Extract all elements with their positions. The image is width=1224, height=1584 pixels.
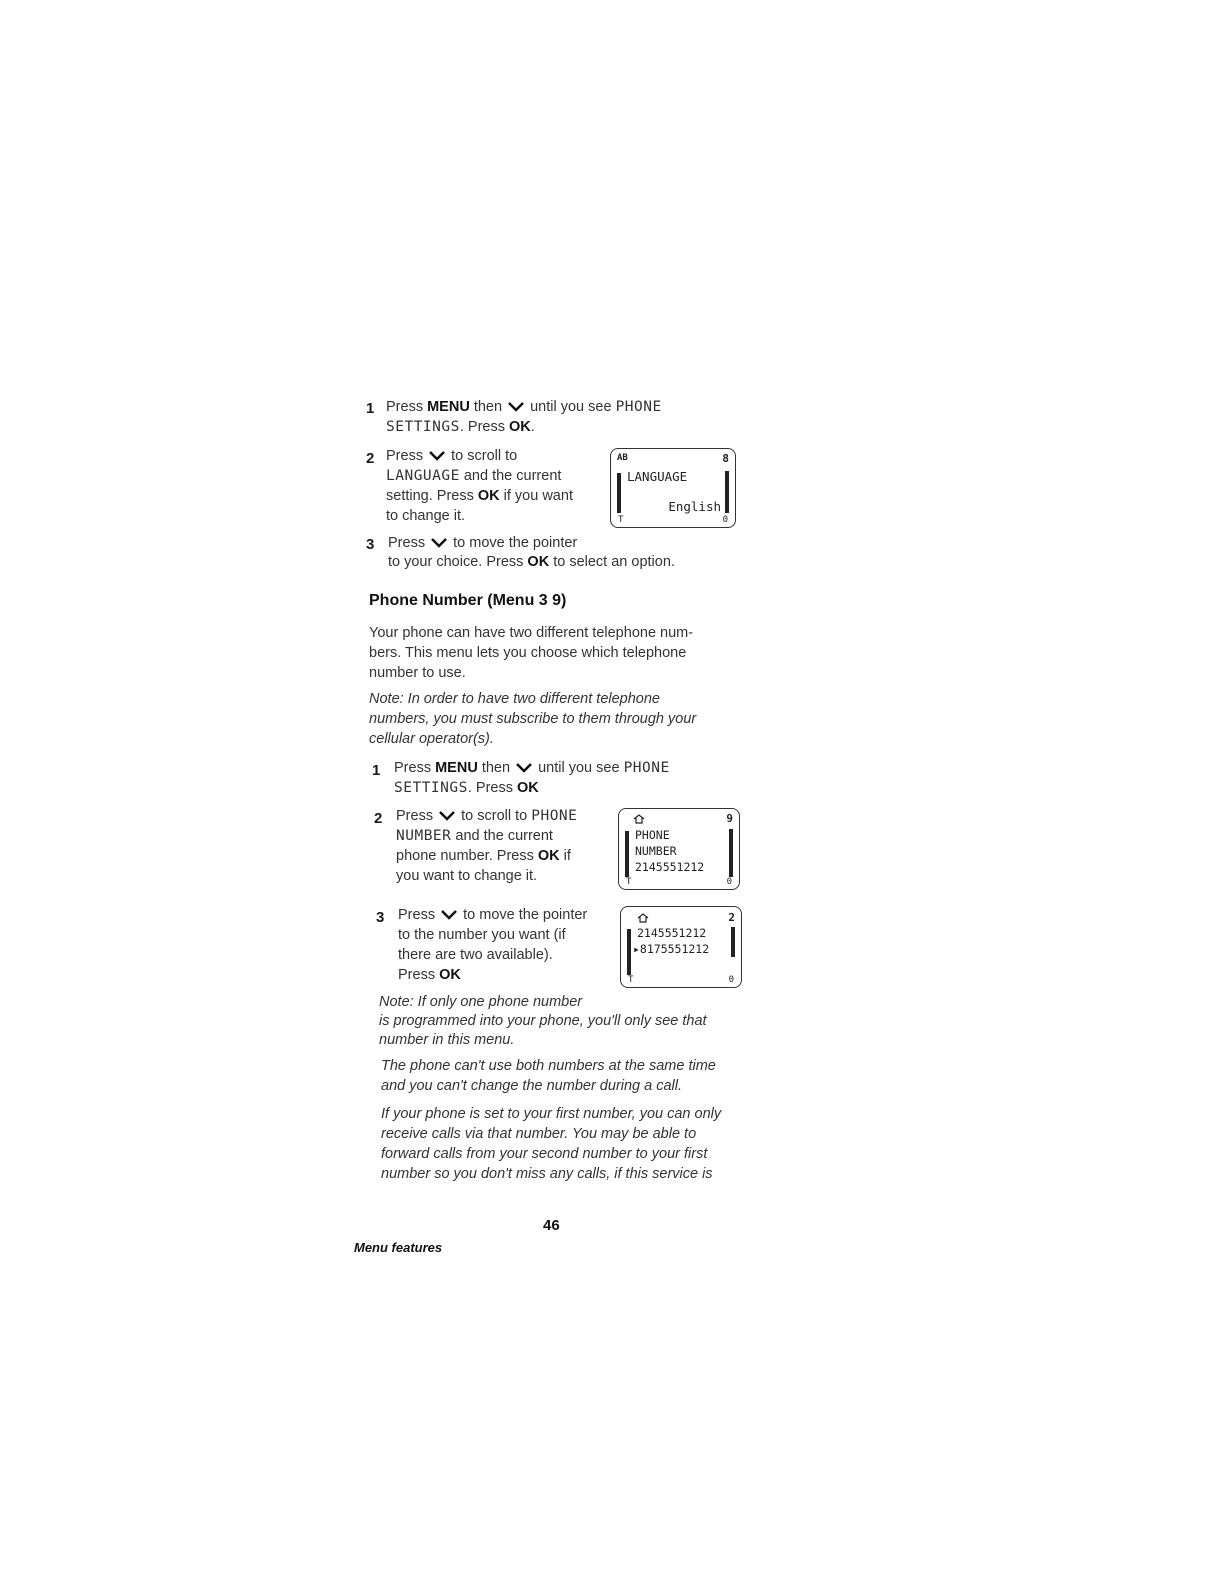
scrollbar-left: [617, 473, 621, 513]
scroll-down-arrow-icon: [508, 402, 524, 412]
scrollbar-left: [625, 831, 629, 877]
scroll-down-arrow-icon: [516, 763, 532, 773]
note-line: If your phone is set to your first number, you can only: [381, 1106, 722, 1122]
step-text-line: SETTINGS. Press OK: [394, 780, 539, 796]
step-number: 1: [372, 762, 381, 779]
step-text-line: Press to move the pointer: [388, 535, 578, 551]
note-line: receive calls via that number. You may be able to: [381, 1126, 697, 1142]
note-line: and you can't change the number during a call.: [381, 1078, 683, 1094]
intro-line: number to use.: [369, 665, 466, 681]
step-text-line: to change it.: [386, 508, 465, 524]
note-line: cellular operator(s).: [369, 731, 494, 747]
note-line: numbers, you must subscribe to them through your: [369, 711, 697, 727]
phone-home-icon: [637, 913, 649, 923]
step-text-line: you want to change it.: [396, 868, 538, 884]
section-title: Phone Number (Menu 3 9): [369, 592, 567, 609]
step-text-line: setting. Press OK if you want: [386, 488, 573, 504]
step-text-line: Press to scroll to: [386, 448, 518, 464]
step-text-line: there are two available).: [398, 947, 553, 963]
scroll-down-arrow-icon: [431, 538, 447, 548]
step-text-line: SETTINGS. Press OK.: [386, 419, 535, 435]
step-number: 2: [366, 450, 375, 467]
scrollbar-right: [729, 829, 733, 877]
step-number: 3: [366, 536, 375, 553]
note-line: is programmed into your phone, you'll only see that: [379, 1013, 707, 1029]
step-text-line: to your choice. Press OK to select an option.: [388, 554, 675, 570]
note-line: number in this menu.: [379, 1032, 515, 1048]
scroll-down-arrow-icon: [429, 451, 445, 461]
step-text-line: to the number you want (if: [398, 927, 566, 943]
scrollbar-right: [725, 471, 729, 513]
step-text-line: LANGUAGE and the current: [386, 468, 562, 484]
step-text-line: NUMBER and the current: [396, 828, 553, 844]
note-line: Note: In order to have two different telephone: [369, 691, 660, 707]
intro-line: Your phone can have two different telephone num-: [369, 625, 694, 641]
step-number: 2: [374, 810, 383, 827]
note-line: Note: If only one phone number: [379, 994, 583, 1010]
intro-line: bers. This menu lets you choose which telephone: [369, 645, 687, 661]
scroll-down-arrow-icon: [441, 910, 457, 920]
scrollbar-right: [731, 927, 735, 957]
step-number: 1: [366, 400, 375, 417]
step-text-line: phone number. Press OK if: [396, 848, 571, 864]
step-text-line: Press OK: [398, 967, 461, 983]
scrollbar-left: [627, 929, 631, 975]
footer-section-label: Menu features: [354, 1240, 443, 1255]
page-number: 46: [543, 1217, 560, 1234]
phone-screen-phone-number: 9 PHONE NUMBER 2145551212 T 0: [618, 808, 740, 890]
note-line: forward calls from your second number to your first: [381, 1146, 708, 1162]
step-text-line: Press to scroll to PHONE: [396, 808, 578, 824]
scroll-down-arrow-icon: [439, 811, 455, 821]
step-text-line: Press MENU then until you see PHONE: [386, 399, 662, 415]
note-line: number so you don't miss any calls, if this service is: [381, 1166, 713, 1182]
phone-screen-select-number: 2 2145551212 ▸8175551212 T 0: [620, 906, 742, 988]
step-number: 3: [376, 909, 385, 926]
step-text-line: Press MENU then until you see PHONE: [394, 760, 670, 776]
step-text-line: Press to move the pointer: [398, 907, 588, 923]
note-line: The phone can't use both numbers at the same time: [381, 1058, 716, 1074]
phone-home-icon: [633, 814, 645, 824]
phone-screen-language: AB 8 LANGUAGE English T 0: [610, 448, 736, 528]
